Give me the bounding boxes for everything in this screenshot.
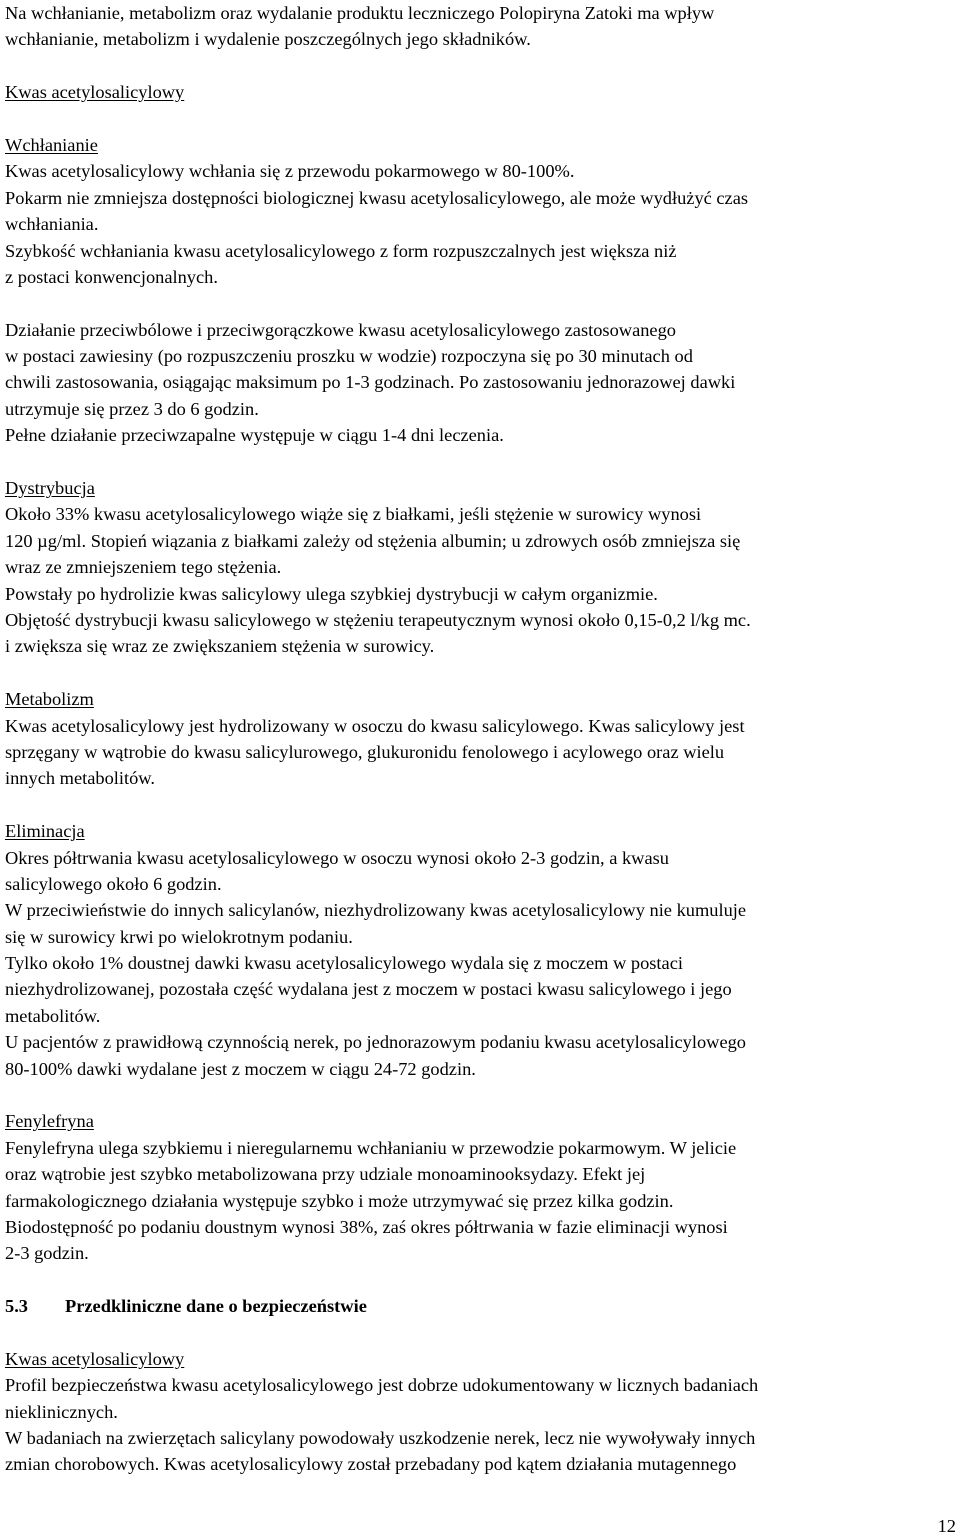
text-line: wraz ze zmniejszeniem tego stężenia. xyxy=(5,557,282,578)
text-line: 120 µg/ml. Stopień wiązania z białkami zależy od stężenia albumin; u zdrowych osób zmniejsza się xyxy=(5,530,741,551)
text-line: utrzymuje się przez 3 do 6 godzin. xyxy=(5,398,259,419)
phenylephrine-paragraph xyxy=(5,1135,950,1267)
text-line: Kwas acetylosalicylowy jest hydrolizowany w osoczu do kwasu salicylowego. Kwas salicylowy jest xyxy=(5,715,745,736)
text-line: metabolitów. xyxy=(5,1005,101,1026)
text-line: 2-3 godzin. xyxy=(5,1243,89,1264)
text-line: 80-100% dawki wydalane jest z moczem w ciągu 24-72 godzin. xyxy=(5,1058,476,1079)
text-line: Około 33% kwasu acetylosalicylowego wiąże się z białkami, jeśli stężenie w surowicy wynosi xyxy=(5,504,702,525)
text-line: Biodostępność po podaniu doustnym wynosi 38%, zaś okres półtrwania w fazie eliminacji wynosi xyxy=(5,1216,728,1237)
text-line: chwili zastosowania, osiągając maksimum po 1-3 godzinach. Po zastosowaniu jednorazowej dawki xyxy=(5,372,736,393)
intro-paragraph xyxy=(5,0,950,53)
text-line: Profil bezpieczeństwa kwasu acetylosalicylowego jest dobrze udokumentowany w licznych badaniach xyxy=(5,1375,759,1396)
section-title-asa: Kwas acetylosalicylowy xyxy=(5,82,185,103)
elimination-paragraph xyxy=(5,845,950,1083)
text-line: Fenylefryna ulega szybkiemu i nieregularnemu wchłanianiu w przewodzie pokarmowym. W jelicie xyxy=(5,1137,737,1158)
page-number: 12 xyxy=(937,1516,956,1536)
section-title: Przedkliniczne dane o bezpieczeństwie xyxy=(65,1296,367,1317)
text-line: Kwas acetylosalicylowy wchłania się z przewodu pokarmowego w 80-100%. xyxy=(5,161,575,182)
text-line: Szybkość wchłaniania kwasu acetylosalicylowego z form rozpuszczalnych jest większa niż xyxy=(5,240,677,261)
text-line: Powstały po hydrolizie kwas salicylowy ulega szybkiej dystrybucji w całym organizmie. xyxy=(5,583,658,604)
text-line: Działanie przeciwbólowe i przeciwgorączkowe kwasu acetylosalicylowego zastosowanego xyxy=(5,319,676,340)
text-line: U pacjentów z prawidłową czynnością nerek, po jednorazowym podaniu kwasu acetylosalicylowego xyxy=(5,1032,746,1053)
subsection-title-elimination: Eliminacja xyxy=(5,821,85,842)
text-line: wchłaniania. xyxy=(5,214,99,235)
text-line: nieklinicznych. xyxy=(5,1401,118,1422)
text-line: Okres półtrwania kwasu acetylosalicylowego w osoczu wynosi około 2-3 godzin, a kwasu xyxy=(5,847,669,868)
text-line: sprzęgany w wątrobie do kwasu salicylurowego, glukuronidu fenolowego i acylowego oraz wielu xyxy=(5,741,725,762)
action-paragraph xyxy=(5,317,950,449)
subsection-title-distribution: Dystrybucja xyxy=(5,478,95,499)
subsection-title-asa-preclinical: Kwas acetylosalicylowy xyxy=(5,1348,185,1369)
text-line: Pełne działanie przeciwzapalne występuje w ciągu 1-4 dni leczenia. xyxy=(5,425,504,446)
text-line: Objętość dystrybucji kwasu salicylowego w stężeniu terapeutycznym wynosi około 0,15-0,2 l/kg mc. xyxy=(5,609,751,630)
preclinical-paragraph xyxy=(5,1372,950,1478)
text-line: i zwiększa się wraz ze zwiększaniem stężenia w surowicy. xyxy=(5,636,435,657)
text-line: zmian chorobowych. Kwas acetylosalicylowy został przebadany pod kątem działania mutagennego xyxy=(5,1454,737,1475)
text-line: wchłanianie, metabolizm i wydalenie poszczególnych jego składników. xyxy=(5,29,531,50)
text-line: oraz wątrobie jest szybko metabolizowana przy udziale monoaminooksydazy. Efekt jej xyxy=(5,1164,646,1185)
subsection-title-metabolism: Metabolizm xyxy=(5,689,94,710)
distribution-paragraph xyxy=(5,501,950,659)
text-line: innych metabolitów. xyxy=(5,768,155,789)
subsection-title-absorption: Wchłanianie xyxy=(5,134,98,155)
text-line: się w surowicy krwi po wielokrotnym podaniu. xyxy=(5,926,353,947)
text-line: Na wchłanianie, metabolizm oraz wydalanie produktu leczniczego Polopiryna Zatoki ma wpływ xyxy=(5,3,715,23)
section-heading-5-3 xyxy=(5,1293,950,1319)
absorption-paragraph xyxy=(5,158,950,290)
text-line: Pokarm nie zmniejsza dostępności biologicznej kwasu acetylosalicylowego, ale może wydłużyć czas xyxy=(5,187,749,208)
section-number: 5.3 xyxy=(5,1296,28,1317)
text-line: salicylowego około 6 godzin. xyxy=(5,873,222,894)
text-line: W badaniach na zwierzętach salicylany powodowały uszkodzenie nerek, lecz nie wywoływały innych xyxy=(5,1428,756,1449)
text-line: Tylko około 1% doustnej dawki kwasu acetylosalicylowego wydala się z moczem w postaci xyxy=(5,953,683,974)
section-title-phenylephrine: Fenylefryna xyxy=(5,1111,94,1132)
text-line: w postaci zawiesiny (po rozpuszczeniu proszku w wodzie) rozpoczyna się po 30 minutach od xyxy=(5,346,693,367)
metabolism-paragraph xyxy=(5,713,950,792)
text-line: z postaci konwencjonalnych. xyxy=(5,266,218,287)
text-line: W przeciwieństwie do innych salicylanów, niezhydrolizowany kwas acetylosalicylowy nie kumuluje xyxy=(5,900,747,921)
document-page xyxy=(5,0,950,1478)
text-line: farmakologicznego działania występuje szybko i może utrzymywać się przez kilka godzin. xyxy=(5,1190,674,1211)
text-line: niezhydrolizowanej, pozostała część wydalana jest z moczem w postaci kwasu salicylowego i jego xyxy=(5,979,732,1000)
